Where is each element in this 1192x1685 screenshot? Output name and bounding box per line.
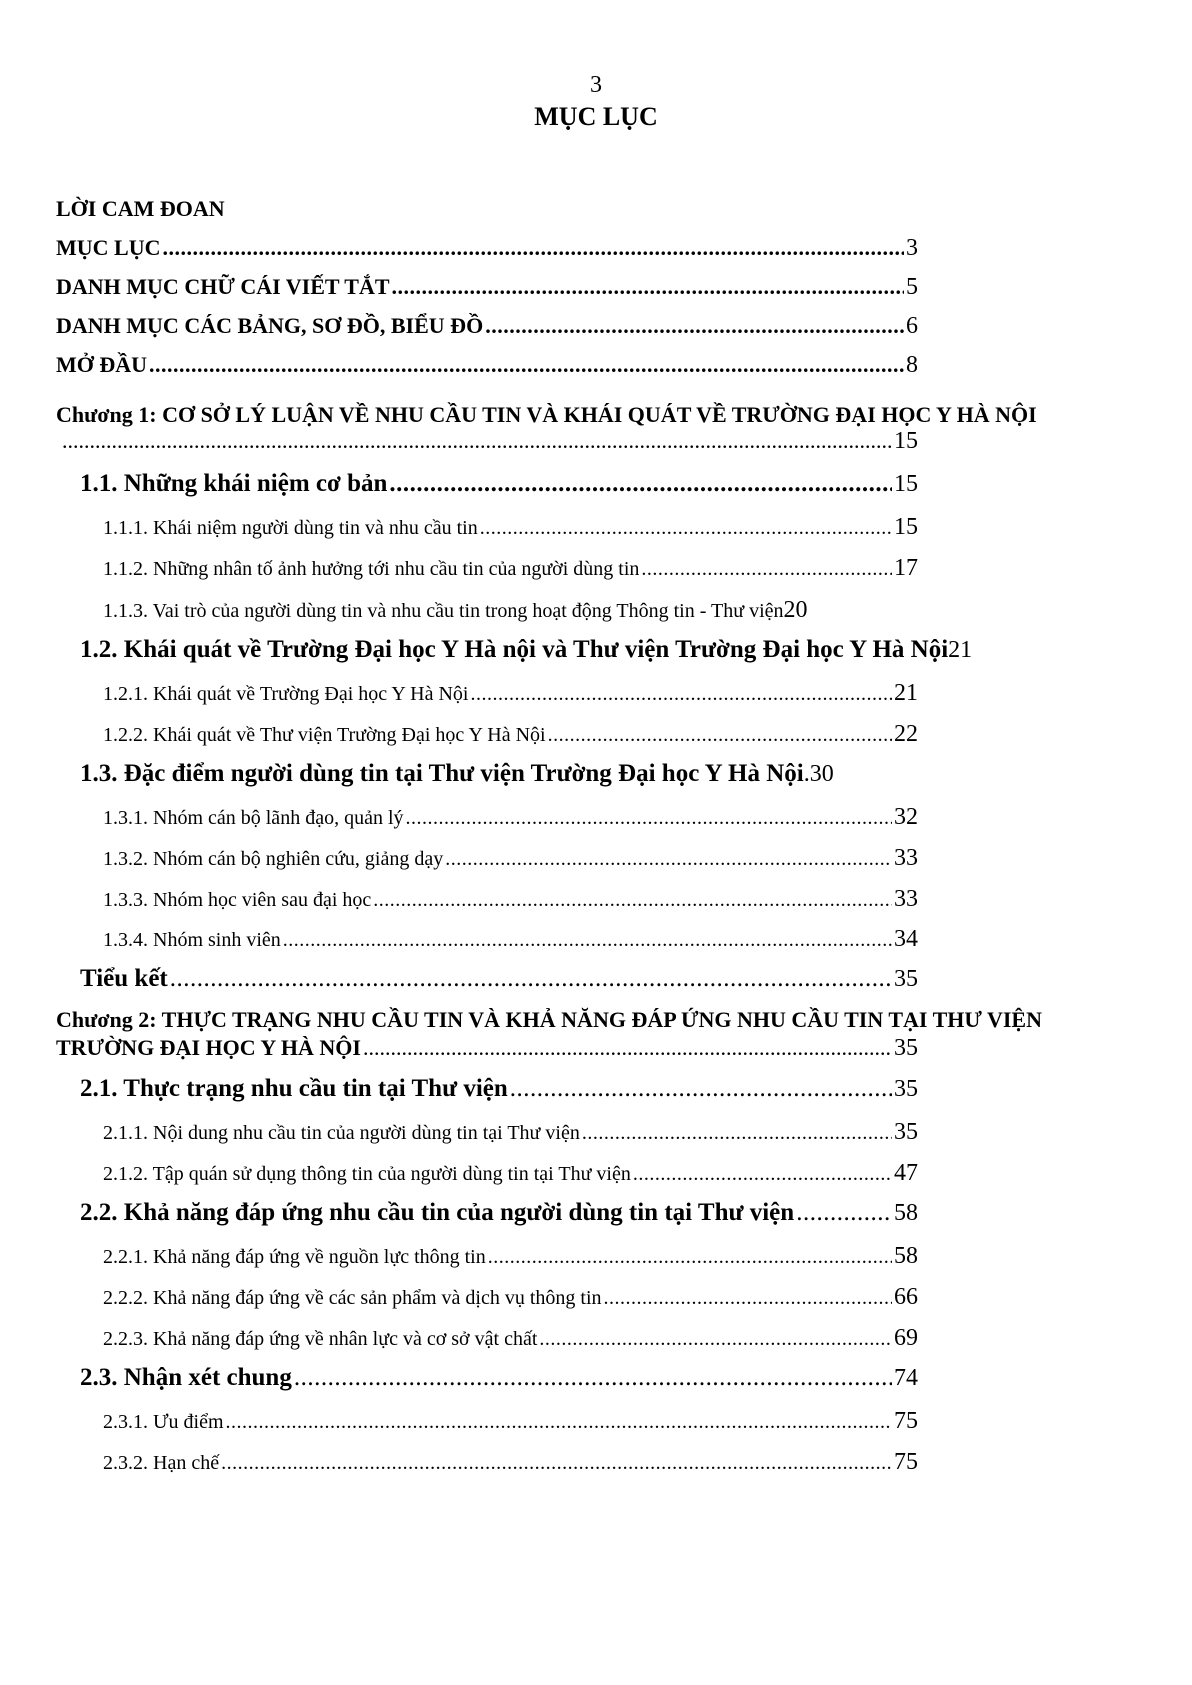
- leader-dots: [226, 1411, 892, 1434]
- toc-entry-page: 33: [894, 845, 918, 871]
- toc-entry-page: 33: [894, 886, 918, 912]
- toc-entry-page: 58: [894, 1200, 918, 1226]
- toc-entry-page: 21: [894, 680, 918, 706]
- toc-entry-page: 15: [894, 514, 918, 540]
- toc-entry-label: 2.3.2. Hạn chế: [103, 1452, 220, 1474]
- leader-dots: [510, 1075, 892, 1103]
- leader-dots: [163, 235, 905, 261]
- toc-entry-label: DANH MỤC CÁC BẢNG, SƠ ĐỒ, BIỂU ĐỒ: [56, 313, 484, 338]
- leader-dots: [470, 683, 892, 706]
- leader-dots: [389, 470, 892, 498]
- toc-subsection-2-2-1[interactable]: [103, 1243, 918, 1273]
- toc-subsection-1-1-3[interactable]: [103, 597, 943, 627]
- toc-entry-label: 1.3.2. Nhóm cán bộ nghiên cứu, giảng dạy: [103, 848, 444, 870]
- toc-entry-page: 58: [894, 1243, 918, 1269]
- toc-entry-page: 69: [894, 1325, 918, 1351]
- toc-entry-page: 35: [894, 1035, 918, 1061]
- toc-entry-label: 2.2.3. Khả năng đáp ứng về nhân lực và cơ sở vật chất: [103, 1328, 538, 1350]
- toc-entry-label: 2.3. Nhận xét chung: [80, 1364, 292, 1391]
- toc-entry-label: 1.1. Những khái niệm cơ bản: [80, 470, 388, 497]
- toc-entry-label: 1.3.3. Nhóm học viên sau đại học: [103, 889, 372, 911]
- toc-section-tieu-ket[interactable]: [80, 965, 918, 999]
- toc-entry-label: MỞ ĐẦU: [56, 352, 148, 377]
- toc-entry-label: 2.2.1. Khả năng đáp ứng về nguồn lực thông tin: [103, 1246, 486, 1268]
- toc-entry-page: 35: [894, 966, 918, 992]
- toc-entry-page: 74: [894, 1365, 918, 1391]
- toc-entry-page: 66: [894, 1284, 918, 1310]
- leader-dots: [373, 889, 892, 912]
- toc-entry-page: 35: [894, 1076, 918, 1102]
- toc-entry-page: 47: [894, 1160, 918, 1186]
- toc-entry-mo-dau[interactable]: [56, 352, 918, 382]
- toc-entry-label: 2.2. Khả năng đáp ứng nhu cầu tin của người dùng tin tại Thư viện: [80, 1199, 795, 1226]
- toc-entry-page: 8: [906, 352, 918, 378]
- toc-entry-label: 1.2.1. Khái quát về Trường Đại học Y Hà Nội: [103, 683, 469, 705]
- toc-entry-page: 32: [894, 804, 918, 830]
- toc-section-2-2[interactable]: [80, 1199, 918, 1233]
- page-number: 3: [590, 72, 602, 98]
- toc-entry-label: 1.2. Khái quát về Trường Đại học Y Hà nội và Thư viện Trường Đại học Y Hà Nội: [80, 636, 949, 663]
- toc-entry-page: 35: [894, 1119, 918, 1145]
- toc-section-1-3[interactable]: 1.3. Đặc điểm người dùng tin tại Thư viện Trường Đại học Y Hà Nội . 30: [80, 760, 834, 787]
- toc-entry-label: 1.2.2. Khái quát về Thư viện Trường Đại học Y Hà Nội: [103, 724, 546, 746]
- leader-dots: [548, 724, 892, 747]
- toc-entry-page: 34: [894, 926, 918, 952]
- toc-subsection-1-3-1[interactable]: [103, 804, 918, 834]
- toc-entry-label: MỤC LỤC: [56, 235, 161, 260]
- toc-entry-label: 1.1.1. Khái niệm người dùng tin và nhu cầu tin: [103, 517, 478, 539]
- toc-subsection-1-2-1[interactable]: [103, 680, 918, 710]
- leader-dots: [170, 965, 892, 993]
- toc-subsection-2-2-3[interactable]: [103, 1325, 918, 1355]
- toc-entry-label: 1.3.4. Nhóm sinh viên: [103, 929, 281, 951]
- leader-dots: [221, 1452, 892, 1475]
- toc-entry-label: 2.2.2. Khả năng đáp ứng về các sản phẩm và dịch vụ thông tin: [103, 1287, 602, 1309]
- toc-subsection-1-3-4[interactable]: [103, 926, 918, 956]
- leader-dots: [294, 1364, 892, 1392]
- toc-entry-label: Tiểu kết: [80, 965, 168, 992]
- toc-entry-label: DANH MỤC CHỮ CÁI VIẾT TẮT: [56, 274, 390, 299]
- toc-entry-page: 15: [894, 471, 918, 497]
- toc-subsection-1-1-1[interactable]: [103, 514, 918, 544]
- toc-entry-page: 6: [906, 313, 918, 339]
- toc-section-1-1[interactable]: [80, 470, 918, 504]
- leader-dots: [796, 1199, 892, 1227]
- toc-entry-page: 22: [894, 721, 918, 747]
- toc-entry-page: 5: [906, 274, 918, 300]
- toc-entry-danh-muc-chu-cai[interactable]: [56, 274, 918, 304]
- toc-subsection-1-3-3[interactable]: [103, 886, 918, 916]
- toc-subsection-2-2-2[interactable]: [103, 1284, 918, 1314]
- leader-dots: [445, 848, 892, 871]
- toc-section-1-2[interactable]: [80, 636, 1120, 670]
- leader-dots: [363, 1035, 892, 1061]
- leader-dots: [62, 428, 892, 454]
- leader-dots: [539, 1328, 892, 1351]
- toc-entry-page: 75: [894, 1408, 918, 1434]
- chapter-1-page-line: [60, 428, 918, 455]
- toc-entry-danh-muc-bang[interactable]: [56, 313, 918, 343]
- toc-subsection-2-3-1[interactable]: [103, 1408, 918, 1438]
- leader-dots: [485, 313, 904, 339]
- toc-entry-page: 17: [894, 555, 918, 581]
- leader-dots: [641, 558, 892, 581]
- leader-dots: [633, 1163, 892, 1186]
- toc-entry-page: 15: [894, 428, 918, 454]
- toc-entry-label: 2.1. Thực trạng nhu cầu tin tại Thư viện: [80, 1075, 508, 1102]
- toc-entry-page: 75: [894, 1449, 918, 1475]
- toc-entry-label: 1.3.1. Nhóm cán bộ lãnh đạo, quản lý: [103, 807, 404, 829]
- chapter-1-title[interactable]: Chương 1: CƠ SỞ LÝ LUẬN VỀ NHU CẦU TIN VÀ KHÁI QUÁT VỀ TRƯỜNG ĐẠI HỌC Y HÀ NỘI: [56, 402, 1037, 427]
- leader-dots: [149, 352, 904, 378]
- leader-dots: [283, 929, 892, 952]
- toc-entry-page: 30: [809, 761, 834, 787]
- toc-entry-label: 1.1.3. Vai trò của người dùng tin và nhu cầu tin trong hoạt động Thông tin - Thư viện: [103, 600, 784, 622]
- toc-entry-label: 2.1.2. Tập quán sử dụng thông tin của người dùng tin tại Thư viện: [103, 1163, 631, 1185]
- toc-subsection-1-2-2[interactable]: [103, 721, 918, 751]
- toc-subsection-2-1-2[interactable]: [103, 1160, 918, 1190]
- toc-subsection-1-1-2[interactable]: [103, 555, 918, 585]
- leader-dots: [392, 274, 904, 300]
- toc-entry-page: 21: [948, 637, 973, 663]
- toc-entry-label: TRƯỜNG ĐẠI HỌC Y HÀ NỘI: [56, 1035, 361, 1060]
- chapter-2-title-line-2[interactable]: [56, 1035, 918, 1062]
- toc-entry-label: 2.3.1. Ưu điểm: [103, 1411, 224, 1433]
- leader-dots: [604, 1287, 893, 1310]
- leader-dots: [480, 517, 892, 540]
- toc-entry-loi-cam-doan[interactable]: [56, 196, 918, 226]
- toc-entry-label: 2.1.1. Nội dung nhu cầu tin của người dùng tin tại Thư viện: [103, 1122, 580, 1144]
- leader-dots: [582, 1122, 892, 1145]
- toc-subsection-1-3-2[interactable]: [103, 845, 918, 875]
- toc-entry-label: 1.1.2. Những nhân tố ảnh hưởng tới nhu cầu tin của người dùng tin: [103, 558, 640, 580]
- toc-entry-label: 1.3. Đặc điểm người dùng tin tại Thư viện Trường Đại học Y Hà Nội: [80, 760, 804, 787]
- toc-entry-page: 20: [783, 597, 808, 623]
- toc-subsection-2-3-2[interactable]: [103, 1449, 918, 1479]
- toc-title: MỤC LỤC: [534, 102, 658, 131]
- toc-entry-muc-luc[interactable]: [56, 235, 918, 265]
- toc-subsection-2-1-1[interactable]: [103, 1119, 918, 1149]
- leader-dots: [488, 1246, 892, 1269]
- toc-section-2-1[interactable]: [80, 1075, 918, 1109]
- chapter-2-title-line-1[interactable]: Chương 2: THỰC TRẠNG NHU CẦU TIN VÀ KHẢ NĂNG ĐÁP ỨNG NHU CẦU TIN TẠI THƯ VIỆN: [56, 1007, 1042, 1032]
- leader-dots: [406, 807, 893, 830]
- toc-section-2-3[interactable]: [80, 1364, 918, 1398]
- toc-entry-page: 3: [906, 235, 918, 261]
- toc-entry-label: LỜI CAM ĐOAN: [56, 196, 225, 221]
